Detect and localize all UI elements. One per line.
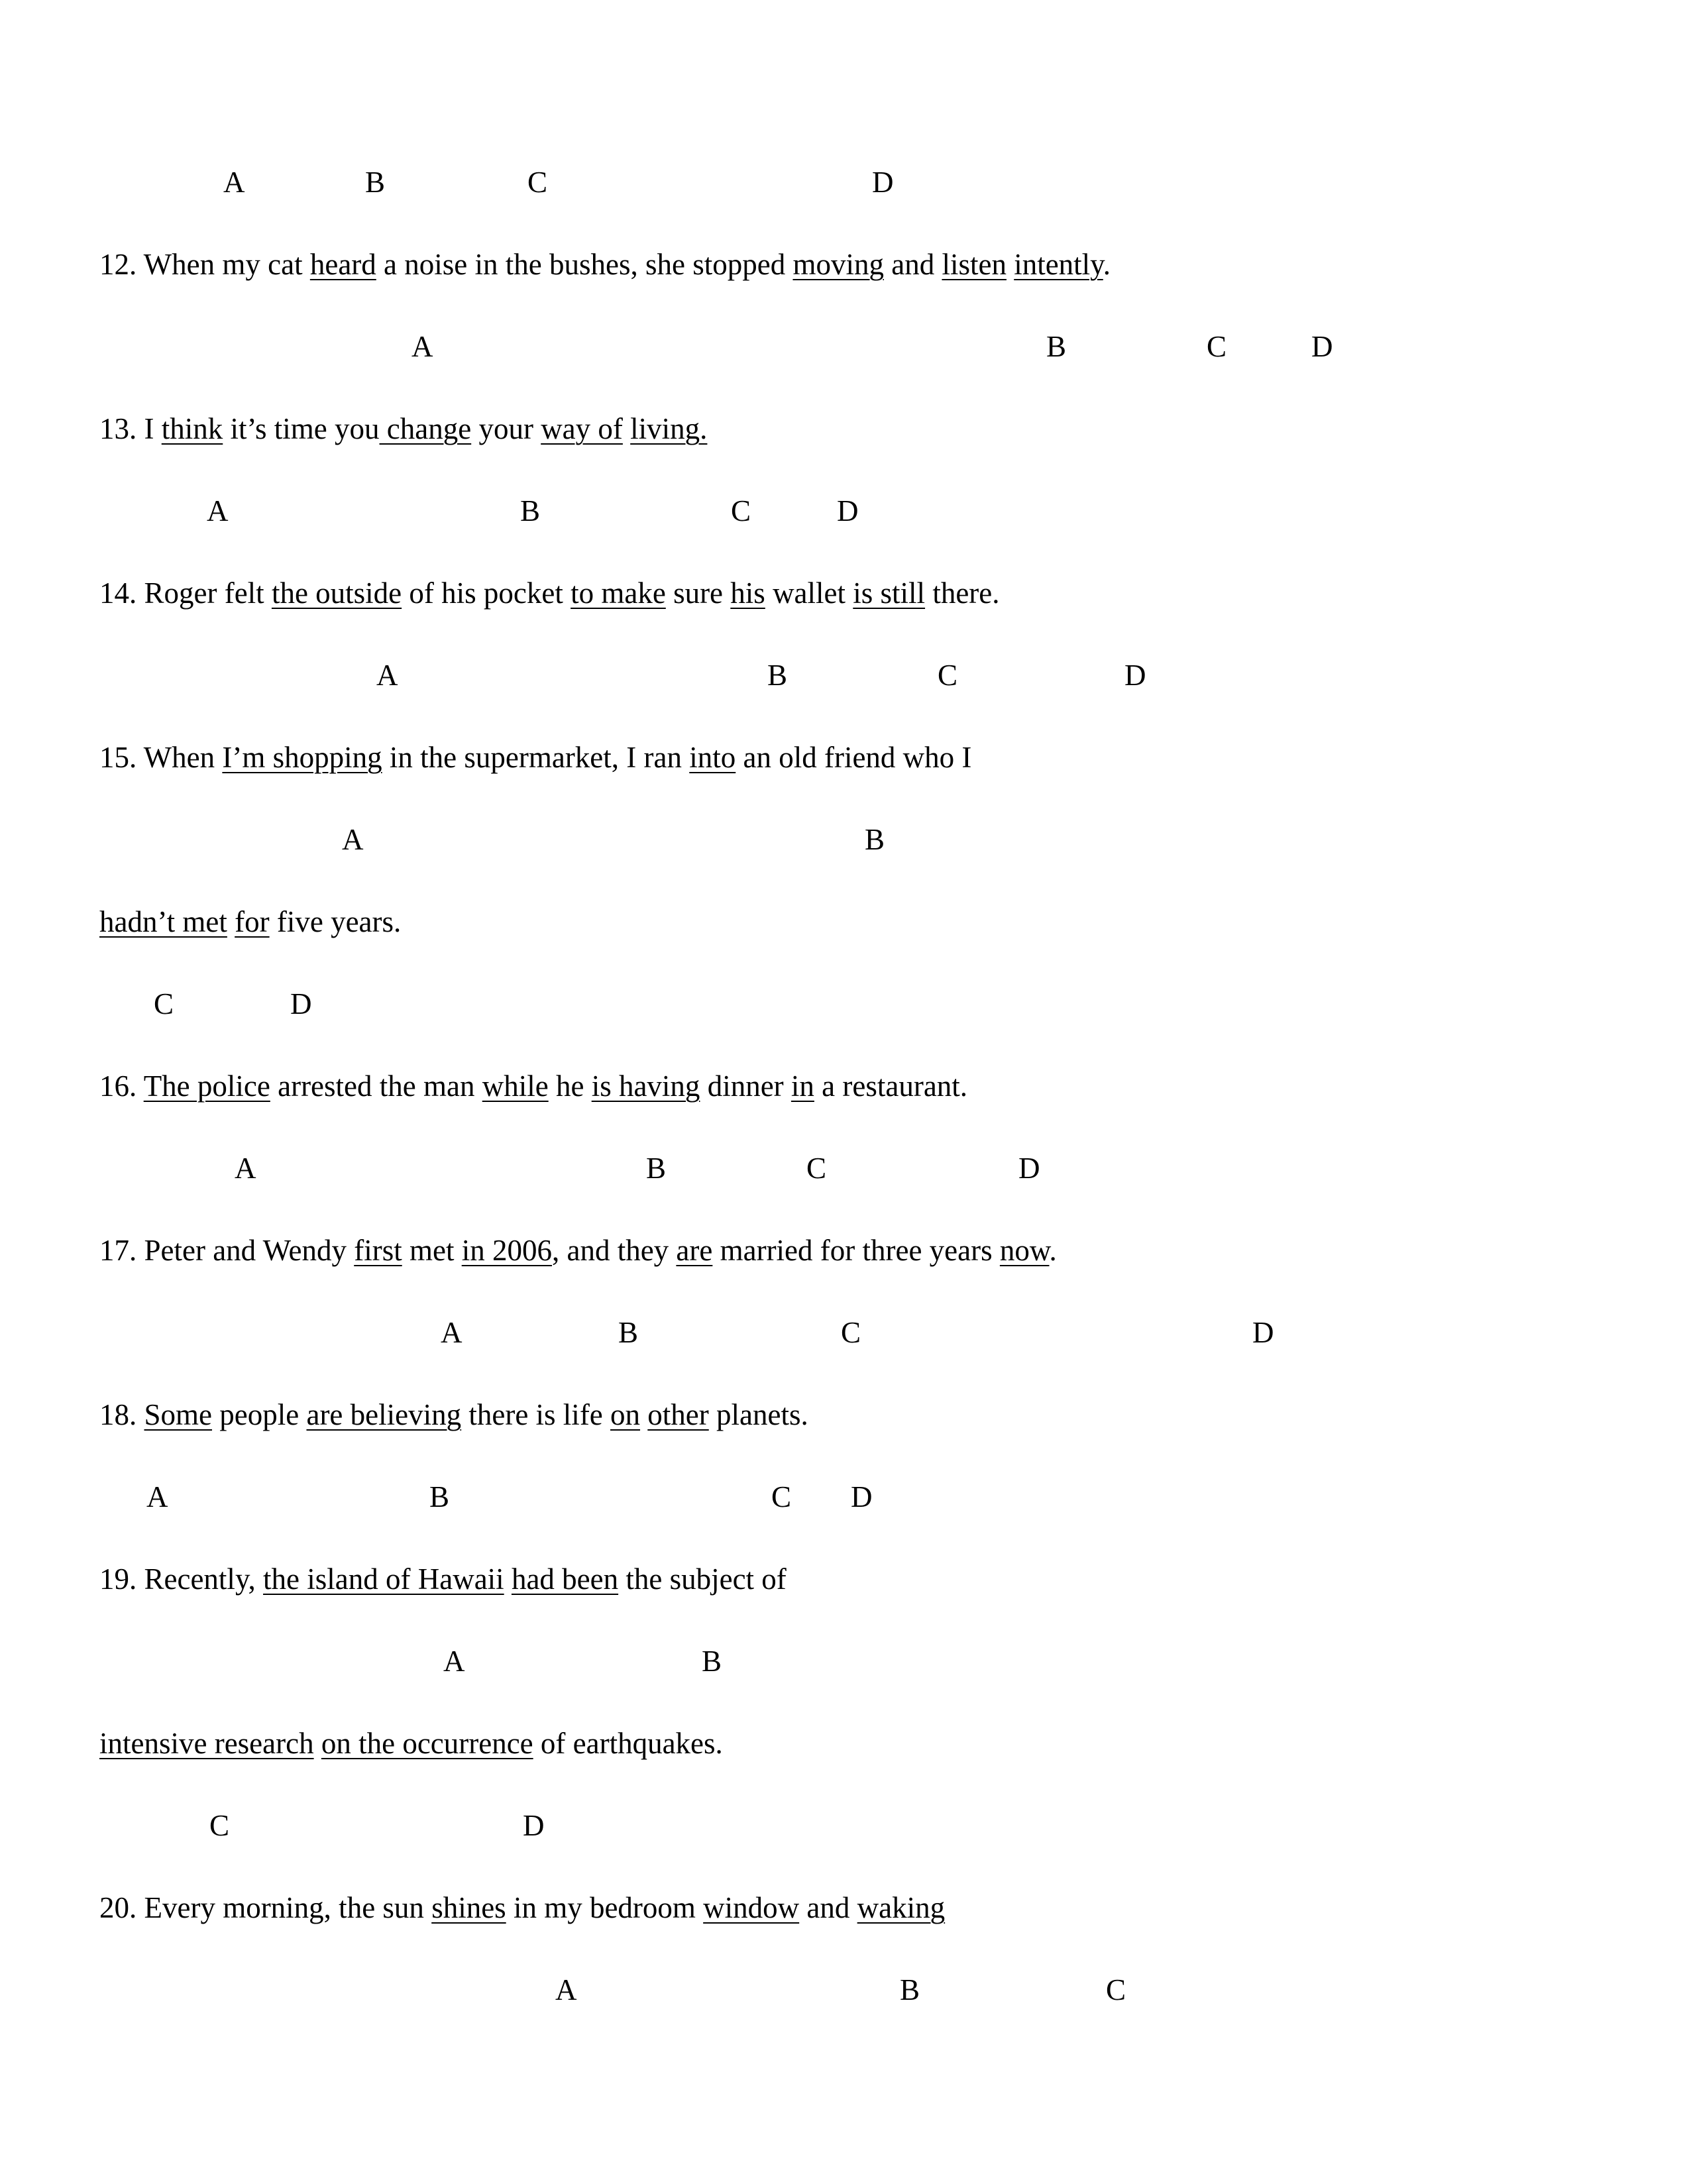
text-segment: planets.: [708, 1398, 808, 1431]
underlined-phrase: intensive research: [99, 1727, 314, 1760]
text-segment: 18.: [99, 1398, 144, 1431]
underlined-phrase: think: [161, 412, 223, 445]
question-text-line: [0, 1727, 1691, 1809]
text-segment: [640, 1398, 647, 1431]
text-segment: .: [1049, 1234, 1057, 1267]
text-segment: 20. Every morning, the sun: [99, 1891, 432, 1924]
underlined-phrase: Some: [144, 1398, 213, 1431]
text-segment: 16.: [99, 1069, 144, 1103]
question-text-line: [0, 248, 1691, 330]
text-segment: [504, 1562, 512, 1596]
choice-letter: A: [376, 659, 398, 692]
choice-letter: A: [146, 1480, 168, 1513]
text-segment: , and they: [551, 1234, 677, 1267]
underlined-phrase: the outside: [271, 576, 402, 610]
text-segment: and: [883, 248, 942, 281]
text-segment: a restaurant.: [814, 1069, 968, 1103]
text-segment: 14. Roger felt: [99, 576, 272, 610]
underlined-phrase: on: [610, 1398, 641, 1431]
underlined-phrase: I’m shopping: [222, 741, 382, 774]
text-segment: people: [212, 1398, 307, 1431]
choice-letter: D: [1311, 330, 1333, 363]
underlined-phrase: heard: [309, 248, 376, 281]
choice-marker-row: [0, 166, 1691, 248]
question-text: [99, 1562, 787, 1597]
choice-letter: D: [1252, 1316, 1274, 1349]
text-segment: five years.: [269, 905, 402, 938]
choice-marker-row: [0, 494, 1691, 576]
choice-letter: C: [527, 166, 548, 199]
question-text: [99, 1398, 808, 1433]
choice-letter: D: [872, 166, 894, 199]
choice-letter: A: [235, 1152, 256, 1185]
text-segment: it’s time you: [223, 412, 380, 445]
choice-marker-row: [0, 1973, 1691, 2055]
question-text-line: [0, 1562, 1691, 1645]
question-text: [99, 1069, 967, 1104]
text-segment: [623, 412, 630, 445]
underlined-phrase: while: [482, 1069, 549, 1103]
text-segment: 12. When my cat: [99, 248, 310, 281]
underlined-phrase: on the occurrence: [321, 1727, 533, 1760]
choice-letter: A: [342, 823, 364, 856]
underlined-phrase: other: [647, 1398, 709, 1431]
question-text-line: [0, 412, 1691, 494]
text-segment: sure: [665, 576, 731, 610]
choice-letter: D: [1124, 659, 1146, 692]
choice-marker-row: [0, 330, 1691, 412]
choice-letter: D: [523, 1809, 545, 1842]
question-text: [99, 1891, 945, 1926]
text-segment: and: [799, 1891, 857, 1924]
underlined-phrase: into: [689, 741, 736, 774]
underlined-phrase: living.: [630, 412, 708, 445]
text-segment: in my bedroom: [506, 1891, 704, 1924]
underlined-phrase: window: [703, 1891, 800, 1924]
question-text-line: [0, 1891, 1691, 1973]
underlined-phrase: in 2006: [461, 1234, 552, 1267]
choice-letter: C: [731, 494, 751, 527]
choice-letter: C: [1207, 330, 1227, 363]
text-segment: married for three years: [712, 1234, 1000, 1267]
text-segment: met: [402, 1234, 462, 1267]
choice-letter: B: [618, 1316, 639, 1349]
text-segment: a noise in the bushes, she stopped: [376, 248, 793, 281]
choice-letter: A: [223, 166, 245, 199]
text-segment: 15. When: [99, 741, 223, 774]
worksheet-content: [0, 166, 1691, 2055]
text-segment: .: [1103, 248, 1111, 281]
question-text: [99, 576, 1000, 611]
underlined-phrase: moving: [792, 248, 884, 281]
underlined-phrase: first: [354, 1234, 402, 1267]
text-segment: of earthquakes.: [533, 1727, 723, 1760]
choice-marker-row: [0, 1809, 1691, 1891]
choice-letter: A: [441, 1316, 463, 1349]
choice-letter: B: [1046, 330, 1067, 363]
underlined-phrase: is having: [591, 1069, 700, 1103]
question-text-line: [0, 741, 1691, 823]
choice-letter: A: [555, 1973, 577, 2006]
choice-letter: B: [429, 1480, 450, 1513]
choice-letter: C: [841, 1316, 861, 1349]
question-text: [99, 1727, 723, 1761]
question-text-line: [0, 1234, 1691, 1316]
question-text: [99, 905, 401, 940]
choice-marker-row: [0, 823, 1691, 905]
text-segment: dinner: [700, 1069, 791, 1103]
choice-letter: C: [938, 659, 958, 692]
text-segment: of his pocket: [402, 576, 571, 610]
underlined-phrase: change: [379, 412, 472, 445]
question-text: [99, 412, 707, 447]
choice-letter: C: [209, 1809, 230, 1842]
underlined-phrase: the island of Hawaii: [263, 1562, 504, 1596]
text-segment: an old friend who I: [736, 741, 972, 774]
choice-marker-row: [0, 987, 1691, 1069]
choice-letter: D: [851, 1480, 873, 1513]
underlined-phrase: waking: [857, 1891, 946, 1924]
question-text-line: [0, 1069, 1691, 1152]
text-segment: he: [548, 1069, 592, 1103]
text-segment: there.: [925, 576, 1000, 610]
text-segment: [1007, 248, 1014, 281]
choice-letter: C: [806, 1152, 827, 1185]
choice-marker-row: [0, 659, 1691, 741]
underlined-phrase: to make: [571, 576, 666, 610]
choice-letter: A: [443, 1645, 465, 1678]
underlined-phrase: now: [999, 1234, 1050, 1267]
underlined-phrase: had been: [511, 1562, 619, 1596]
question-text-line: [0, 576, 1691, 659]
text-segment: arrested the man: [270, 1069, 482, 1103]
text-segment: there is life: [461, 1398, 611, 1431]
choice-letter: B: [767, 659, 788, 692]
choice-marker-row: [0, 1316, 1691, 1398]
choice-letter: B: [365, 166, 386, 199]
question-text: [99, 741, 971, 775]
underlined-phrase: The police: [143, 1069, 270, 1103]
choice-letter: D: [837, 494, 859, 527]
text-segment: wallet: [765, 576, 853, 610]
choice-letter: C: [154, 987, 174, 1020]
underlined-phrase: in: [791, 1069, 814, 1103]
text-segment: the subject of: [618, 1562, 787, 1596]
underlined-phrase: is still: [853, 576, 926, 610]
choice-letter: A: [411, 330, 433, 363]
question-text-line: [0, 1398, 1691, 1480]
text-segment: in the supermarket, I ran: [382, 741, 690, 774]
underlined-phrase: shines: [431, 1891, 506, 1924]
choice-marker-row: [0, 1152, 1691, 1234]
underlined-phrase: intently: [1014, 248, 1103, 281]
underlined-phrase: for: [235, 905, 270, 938]
choice-letter: B: [900, 1973, 920, 2006]
underlined-phrase: listen: [942, 248, 1007, 281]
choice-letter: A: [207, 494, 229, 527]
choice-marker-row: [0, 1480, 1691, 1562]
text-segment: [314, 1727, 321, 1760]
question-text-line: [0, 905, 1691, 987]
underlined-phrase: are believing: [306, 1398, 462, 1431]
text-segment: your: [471, 412, 541, 445]
choice-letter: B: [865, 823, 885, 856]
text-segment: 13. I: [99, 412, 162, 445]
underlined-phrase: way of: [541, 412, 623, 445]
underlined-phrase: his: [730, 576, 765, 610]
choice-letter: B: [520, 494, 541, 527]
choice-letter: C: [771, 1480, 792, 1513]
underlined-phrase: are: [676, 1234, 713, 1267]
text-segment: 17. Peter and Wendy: [99, 1234, 355, 1267]
question-text: [99, 1234, 1057, 1268]
choice-letter: B: [702, 1645, 722, 1678]
text-segment: [227, 905, 235, 938]
choice-letter: B: [646, 1152, 667, 1185]
choice-letter: D: [290, 987, 312, 1020]
text-segment: 19. Recently,: [99, 1562, 264, 1596]
choice-letter: D: [1018, 1152, 1040, 1185]
underlined-phrase: hadn’t met: [99, 905, 227, 938]
choice-marker-row: [0, 1645, 1691, 1727]
question-text: [99, 248, 1111, 282]
choice-letter: C: [1106, 1973, 1126, 2006]
